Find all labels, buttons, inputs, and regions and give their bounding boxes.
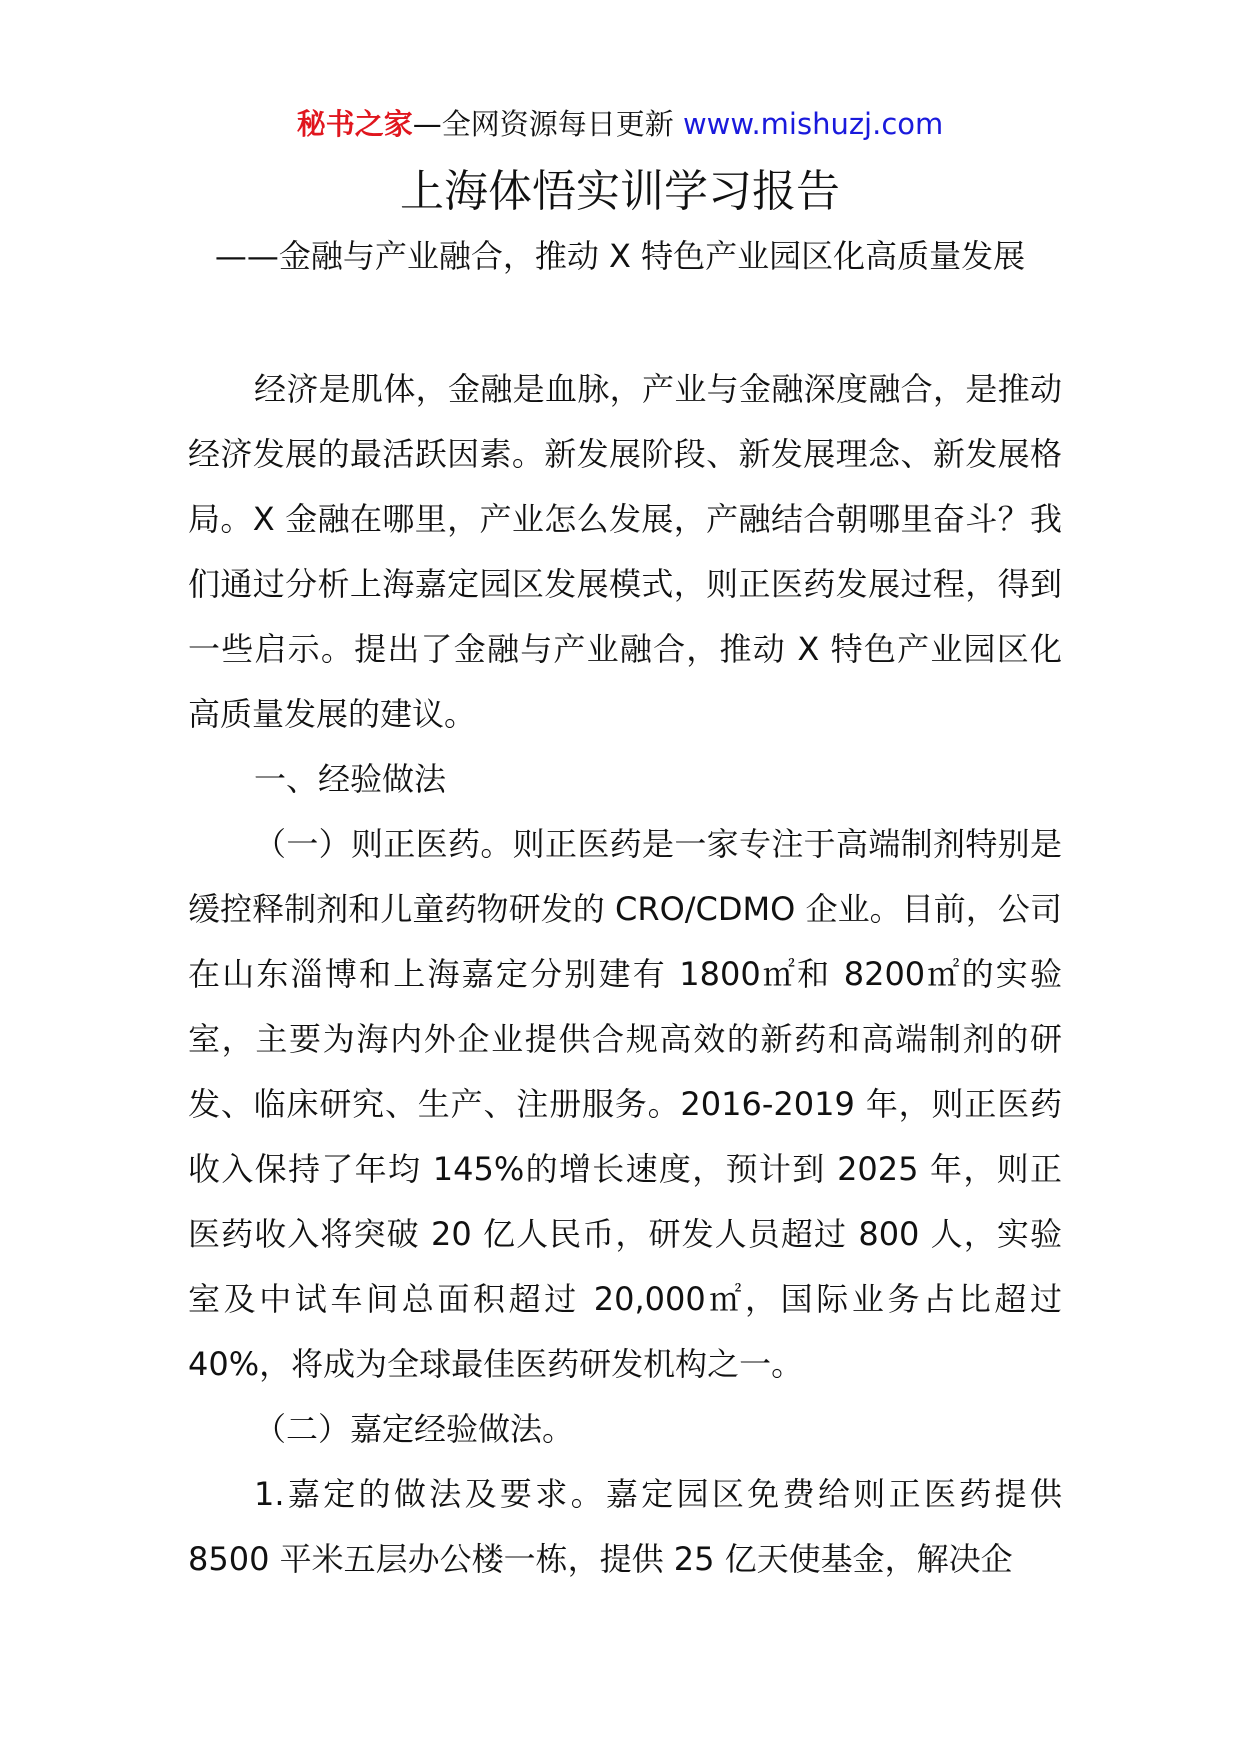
document-body [188,357,1062,1592]
subsection-heading-jiading: （二）嘉定经验做法。 [254,1410,575,1448]
paragraph-jiading-practice: 1.嘉定的做法及要求。嘉定园区免费给则正医药提供 8500 平米五层办公楼一栋，提供 25 亿天使基金，解决企 [188,1475,1062,1578]
site-header [0,104,1240,144]
site-brand: 秘书之家 [296,107,413,141]
site-tagline: —全网资源每日更新 [412,107,674,141]
document-title: 上海体悟实训学习报告 [400,166,840,217]
paragraph-zezheng-pharma: （一）则正医药。则正医药是一家专注于高端制剂特别是缓控释制剂和儿童药物研发的 CRO/CDMO 企业。目前，公司在山东淄博和上海嘉定分别建有 1800㎡和 8200㎡的实验室，主要为海内外企业提供合规高效的新药和高端制剂的研发、临床研究、生产、注册服务。2016-2019 年，则正医药收入保持了年均 145%的增长速度，预计到 2025 年，则正医药收入将突破 20 亿人民币，研发人员超过 800 人，实验室及中试车间总面积超过 20,000㎡，国际业务占比超过 40%，将成为全球最佳医药研发机构之一。 [188,825,1062,1383]
section-heading-experience: 一、经验做法 [254,760,447,798]
paragraph-intro: 经济是肌体，金融是血脉，产业与金融深度融合，是推动经济发展的最活跃因素。新发展阶段、新发展理念、新发展格局。X 金融在哪里，产业怎么发展，产融结合朝哪里奋斗？我们通过分析上海嘉定园区发展模式，则正医药发展过程，得到一些启示。提出了金融与产业融合，推动 X 特色产业园区化高质量发展的建议。 [188,370,1062,733]
site-url-link[interactable]: www.mishuzj.com [682,107,944,141]
document-subtitle: ——金融与产业融合，推动 X 特色产业园区化高质量发展 [214,237,1026,275]
